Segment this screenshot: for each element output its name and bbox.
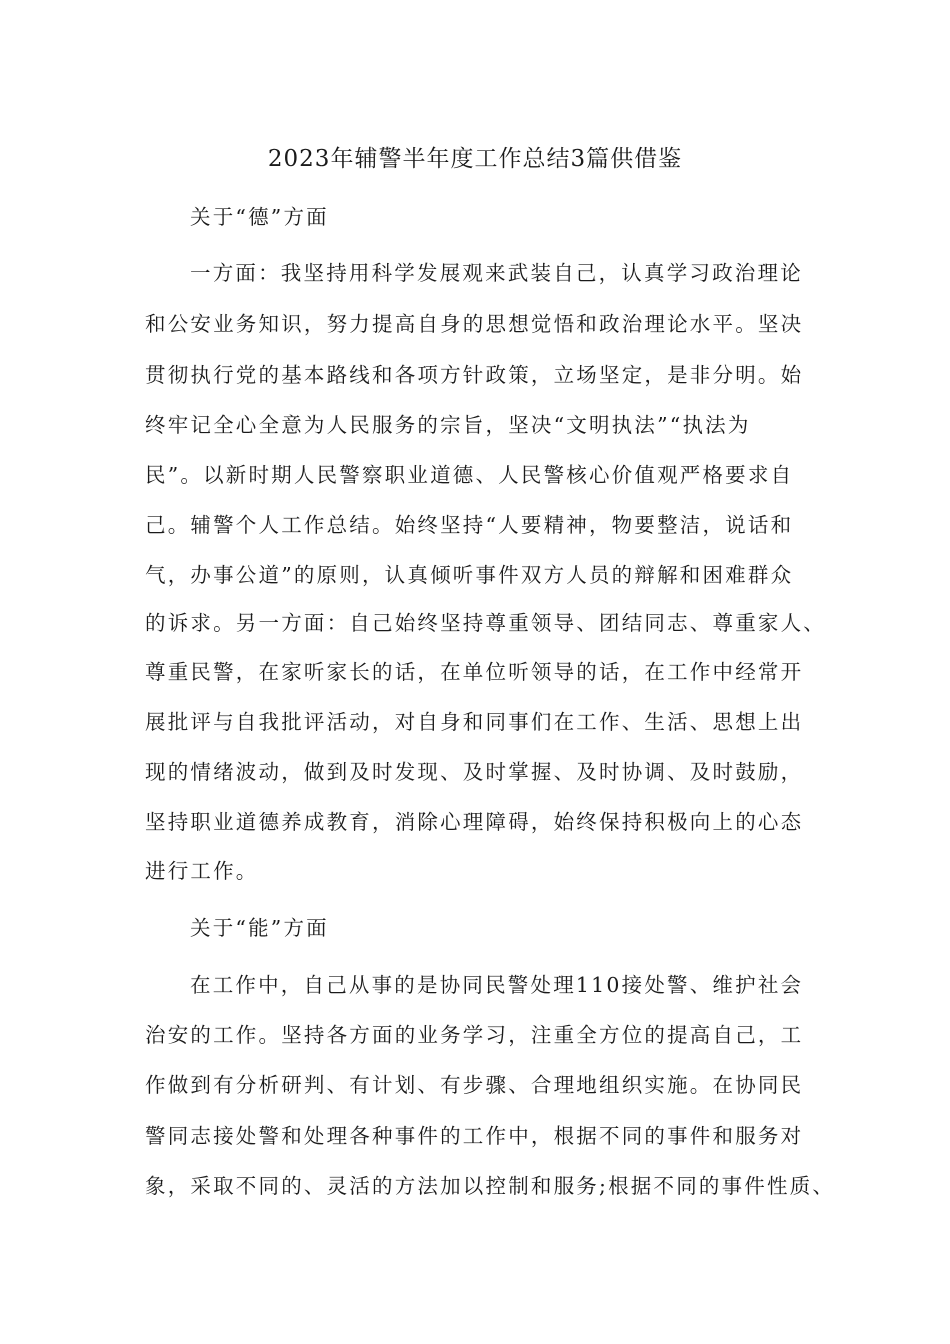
document-title: 2023年辅警半年度工作总结3篇供借鉴: [267, 146, 683, 172]
paragraph-line: 己。辅警个人工作总结。始终坚持“人要精神，物要整洁，说话和: [145, 513, 794, 537]
paragraph-line: 进行工作。: [145, 859, 259, 883]
paragraph-line: 治安的工作。坚持各方面的业务学习，注重全方位的提高自己，工: [145, 1023, 804, 1047]
paragraph-line: 民”。以新时期人民警察职业道德、人民警核心价值观严格要求自: [145, 463, 794, 487]
paragraph-line: 现的情绪波动，做到及时发现、及时掌握、及时协调、及时鼓励，: [145, 760, 804, 784]
section-heading-de: 关于“德”方面: [190, 205, 329, 229]
paragraph-line: 气，办事公道”的原则，认真倾听事件双方人员的辩解和困难群众: [145, 563, 794, 587]
paragraph-line: 和公安业务知识，努力提高自身的思想觉悟和政治理论水平。坚决: [145, 312, 804, 336]
paragraph-line: 的诉求。另一方面：自己始终坚持尊重领导、团结同志、尊重家人、: [145, 611, 826, 635]
paragraph-line: 象，采取不同的、灵活的方法加以控制和服务;根据不同的事件性质、: [145, 1174, 836, 1198]
paragraph-line: 终牢记全心全意为人民服务的宗旨，坚决“文明执法”“执法为: [145, 413, 751, 437]
paragraph-line: 作做到有分析研判、有计划、有步骤、合理地组织实施。在协同民: [145, 1073, 804, 1097]
paragraph-line: 坚持职业道德养成教育，消除心理障碍，始终保持积极向上的心态: [145, 810, 804, 834]
paragraph-line: 展批评与自我批评活动，对自身和同事们在工作、生活、思想上出: [145, 710, 804, 734]
section-heading-neng: 关于“能”方面: [190, 916, 329, 940]
paragraph-line: 警同志接处警和处理各种事件的工作中，根据不同的事件和服务对: [145, 1124, 804, 1148]
paragraph-line: 贯彻执行党的基本路线和各项方针政策，立场坚定，是非分明。始: [145, 363, 804, 387]
paragraph-line: 尊重民警，在家听家长的话，在单位听领导的话，在工作中经常开: [145, 660, 804, 684]
paragraph-line: 在工作中，自己从事的是协同民警处理110接处警、维护社会: [190, 973, 804, 997]
paragraph-line: 一方面：我坚持用科学发展观来武装自己，认真学习政治理论: [190, 261, 803, 285]
